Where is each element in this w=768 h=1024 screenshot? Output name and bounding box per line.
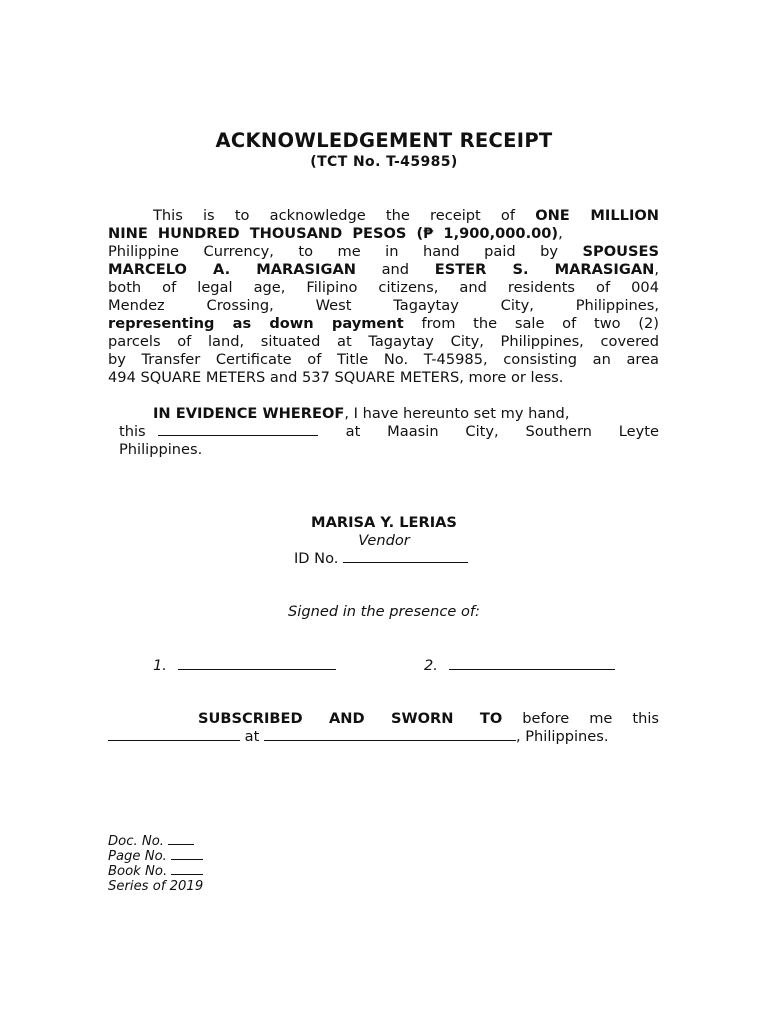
jurat-line-2 [108,728,609,746]
body-line-4 [108,261,659,279]
witness-2 [424,657,615,675]
evidence-line-2 [119,423,659,441]
vendor-role: Vendor [358,532,410,549]
body-line-10: 494 SQUARE METERS and 537 SQUARE METERS, more or less. [108,369,564,386]
body-text: and [381,261,410,278]
page-no-blank [171,850,203,860]
body-text: before me this [522,710,660,727]
evidence-line-3: Philippines. [119,441,203,458]
body-text: at [244,728,260,745]
witness-heading: Signed in the presence of: [288,603,480,620]
body-text: This is to acknowledge the receipt of [153,207,515,224]
body-line-6: Mendez Crossing, West Tagaytay City, Philippines, [108,297,659,314]
body-line-5: both of legal age, Filipino citizens, and residents of 004 [108,279,659,296]
body-line-8: parcels of land, situated at Tagaytay City, Philippines, covered [108,333,659,350]
notary-doc-no: Doc. No. [108,834,194,850]
witness-1-number: 1. [153,657,167,674]
notary-series: Series of 2019 [108,879,204,894]
vendor-name: MARISA Y. LERIAS [311,514,457,531]
evidence-line-1 [153,405,569,423]
body-line-3 [108,243,659,261]
jurat-line-1 [198,710,659,728]
body-text: , Philippines. [515,728,609,745]
document-subtitle: (TCT No. T-45985) [310,154,458,170]
evidence-heading: IN EVIDENCE WHEREOF [153,405,345,422]
payer-name-1: MARCELO A. MARASIGAN [108,261,356,278]
witness-2-number: 2. [424,657,438,674]
jurat-place-blank [264,728,516,741]
notary-page-no: Page No. [108,849,203,865]
jurat-date-blank [108,728,240,741]
body-line-1 [153,207,659,225]
jurat-heading: SUBSCRIBED AND SWORN TO [198,710,503,727]
body-text: Philippine Currency, to me in hand paid by [108,243,559,260]
witness-1-blank [178,657,336,670]
document-title: ACKNOWLEDGEMENT RECEIPT [215,129,553,152]
place-text: at Maasin City, Southern Leyte [345,423,659,440]
body-text: from the sale of two (2) [421,315,660,332]
body-line-9: by Transfer Certificate of Title No. T-45985, consisting an area [108,351,659,368]
notary-book-no: Book No. [108,864,203,880]
payment-purpose: representing as down payment [108,315,404,332]
amount-figure: NINE HUNDRED THOUSAND PESOS (₱ 1,900,000.00) [108,225,559,242]
payer-label: SPOUSES [582,243,659,260]
body-line-7 [108,315,659,333]
witness-1 [153,657,336,675]
body-text: this [119,423,146,440]
doc-no-blank [168,835,194,845]
payer-name-2: ESTER S. MARASIGAN [434,261,655,278]
date-blank [158,423,318,436]
body-text: , [558,225,563,242]
body-text: , I have hereunto set my hand, [344,405,570,422]
vendor-id [294,550,468,568]
id-blank [343,550,468,563]
body-line-2 [108,225,659,243]
body-text: , [654,261,659,278]
book-no-blank [171,865,203,875]
id-label: ID No. [294,550,339,567]
amount-words: ONE MILLION [535,207,659,224]
witness-2-blank [449,657,615,670]
